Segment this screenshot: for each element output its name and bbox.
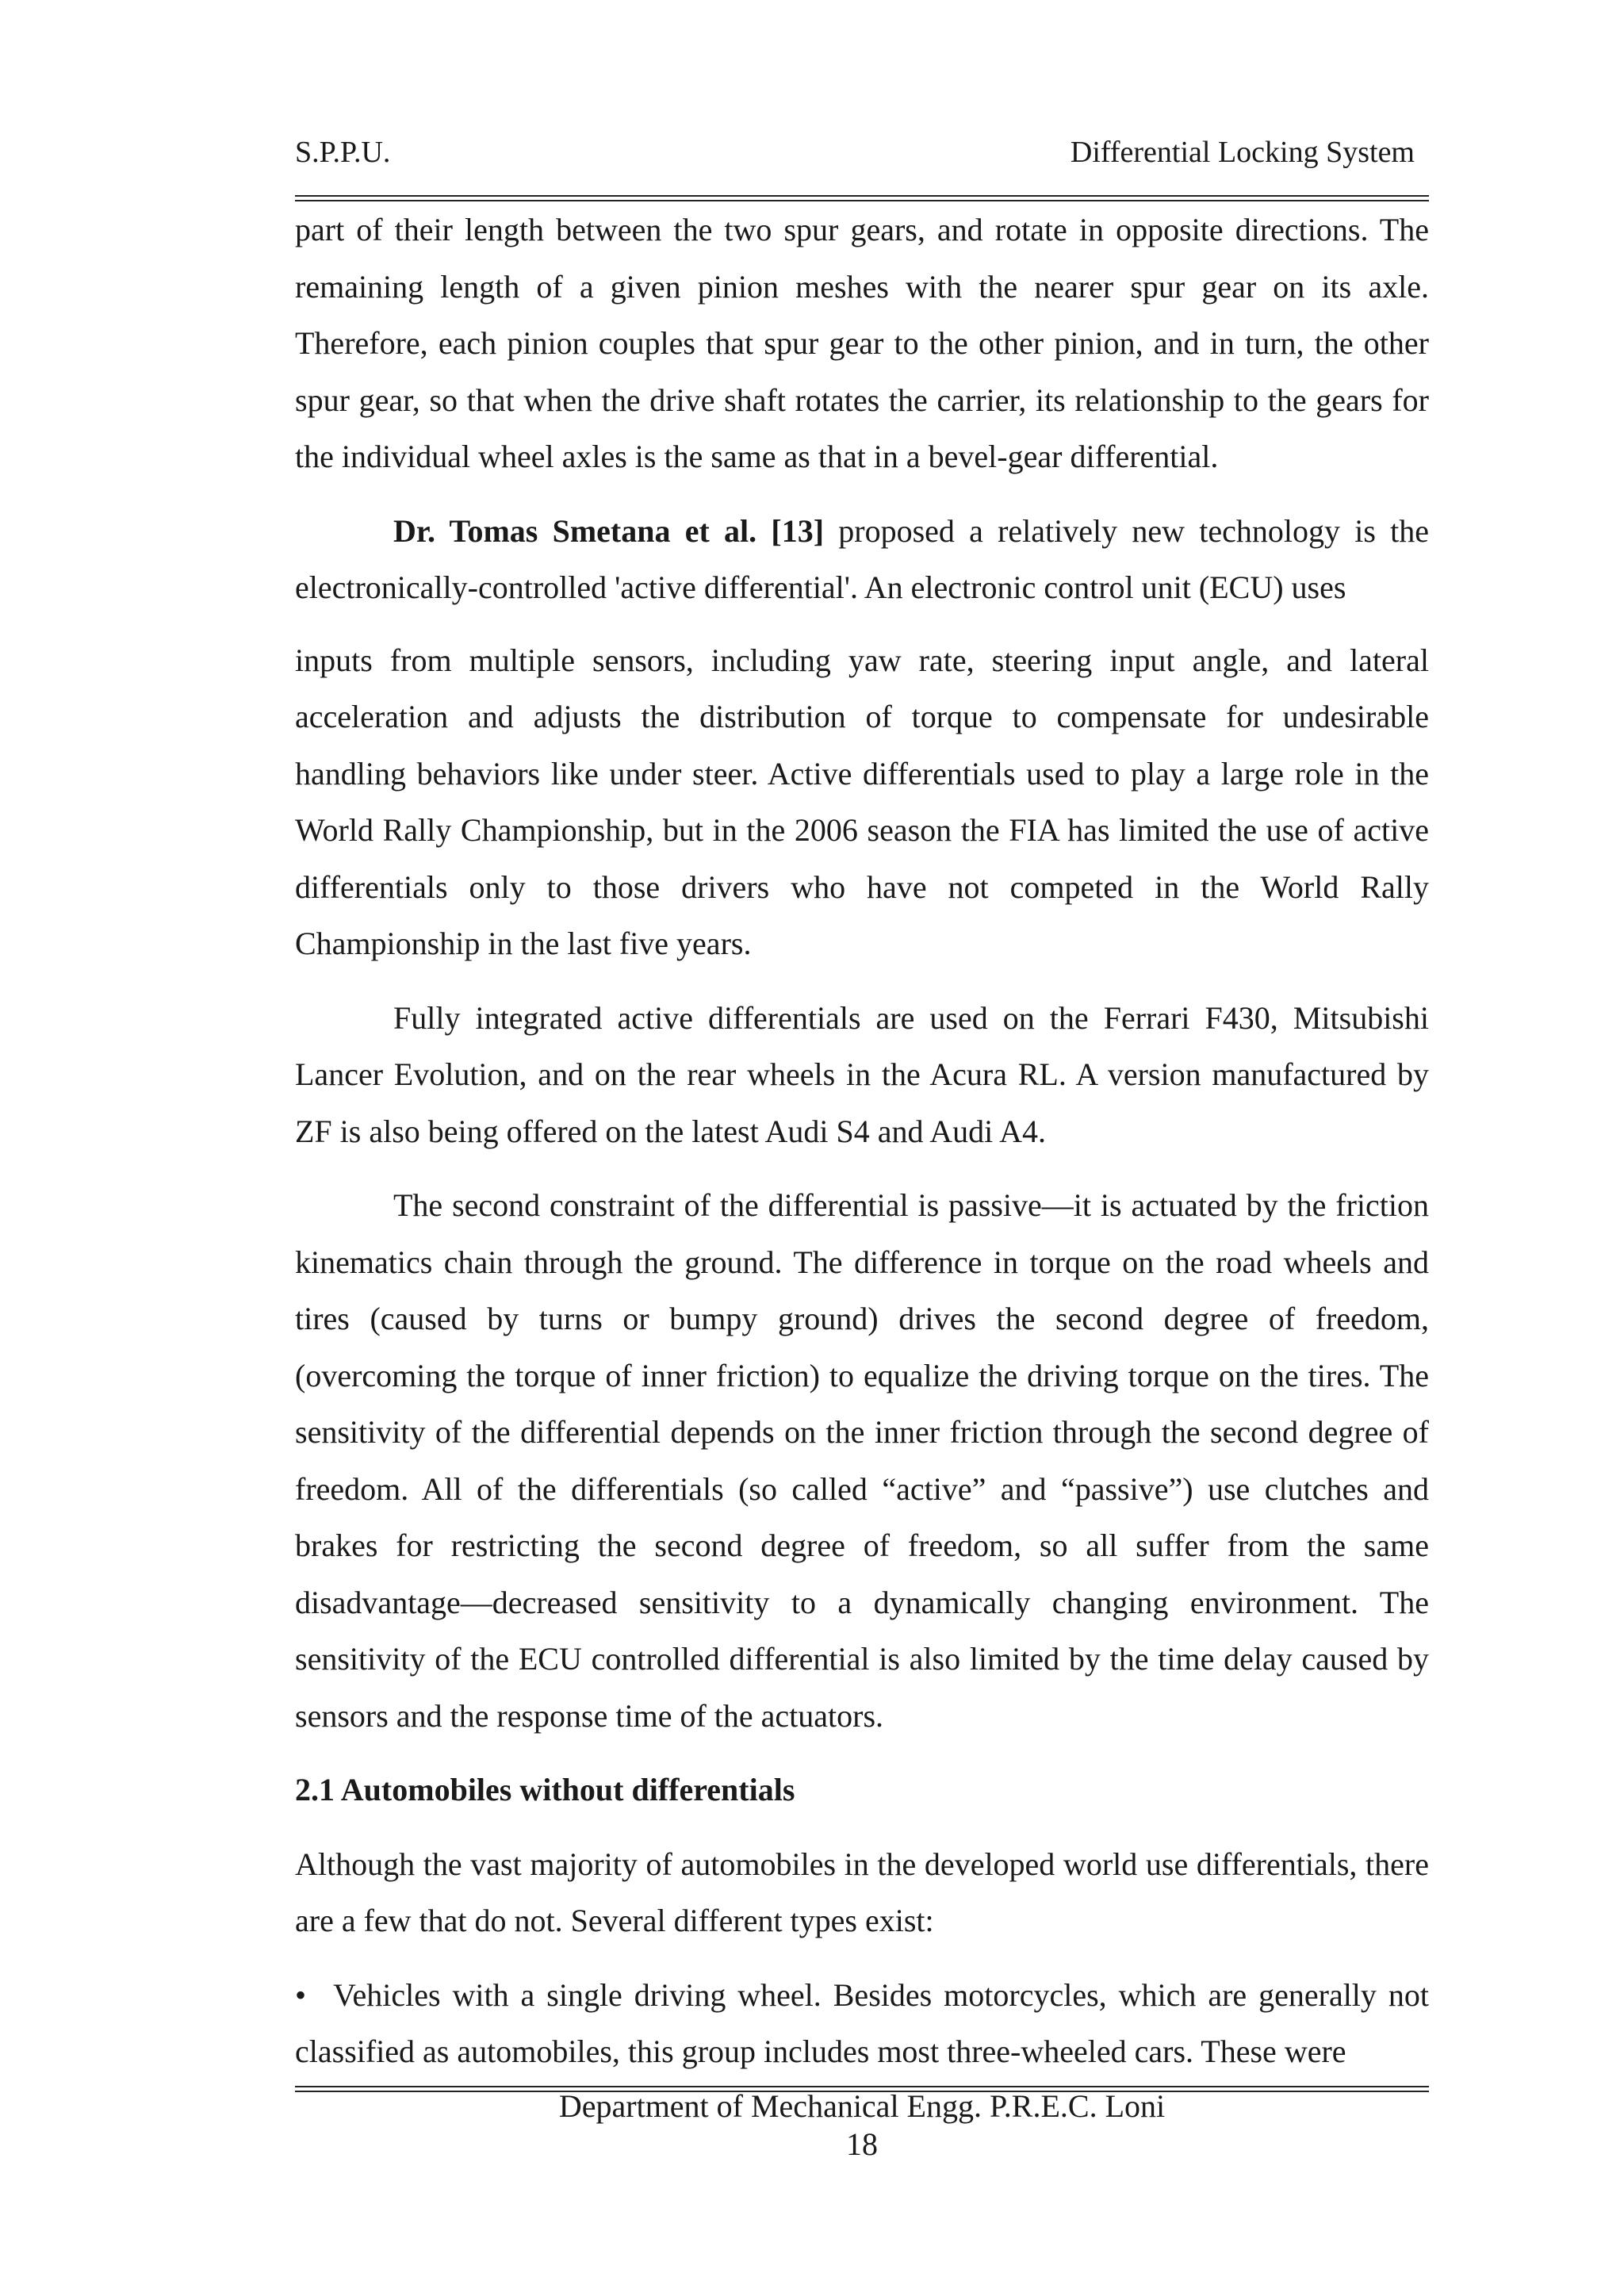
- paragraph-passive-constraint: The second constraint of the differential is passive—it is actuated by the friction kinematics chain through the ground. The difference in torque on the road wheels and tires (caused by turns or bumpy ground) drives the second degree of freedom, (overcoming the torque of inner friction) to equalize the driving torque on the tires. The sensitivity of the differential depends on the inner friction through the second degree of freedom. All of the differentials (so called “active” and “passive”) use clutches and brakes for restricting the second degree of freedom, so all suffer from the same disadvantage—decreased sensitivity to a dynamically changing environment. The sensitivity of the ECU controlled differential is also limited by the time delay caused by sensors and the response time of the actuators.: [295, 1187, 1429, 1734]
- header-university: S.P.P.U.: [295, 136, 391, 169]
- citation-author: Dr. Tomas Smetana et al. [13]: [393, 512, 825, 549]
- paragraph-without-differentials: Although the vast majority of automobiles in the developed world use differentials, there are a few that do not. Several different types exist:: [295, 1846, 1429, 1938]
- bullet-text: Vehicles with a single driving wheel. Besides motorcycles, which are generally not classified as automobiles, this group includes most three-wheeled cars. These were: [295, 1976, 1429, 2069]
- bullet-dot-icon: •: [295, 1976, 307, 2013]
- footer-department: Department of Mechanical Engg. P.R.E.C. Loni: [558, 2088, 1166, 2124]
- section-heading: 2.1 Automobiles without differentials: [295, 1772, 795, 1807]
- page-header: [295, 135, 1429, 174]
- paragraph-active-differential: [295, 503, 1429, 616]
- paragraph-active-differential-text: proposed a relatively new technology is the electronically-controlled 'active differential'. An electronic control unit (ECU) uses: [295, 512, 1429, 605]
- header-double-rule: [295, 195, 1429, 201]
- paragraph-continuation: part of their length between the two spur gears, and rotate in opposite directions. The remaining length of a given pinion meshes with the nearer spur gear on its axle. Therefore, each pinion couples that spur gear to the other pinion, and in turn, the other spur gear, so that when the drive shaft rotates the carrier, its relationship to the gears for the individual wheel axles is the same as that in a bevel-gear differential.: [295, 212, 1429, 474]
- body-text: [295, 201, 1429, 2080]
- paragraph-integrated-differentials: Fully integrated active differentials are used on the Ferrari F430, Mitsubishi Lancer Evolution, and on the rear wheels in the Acura RL. A version manufactured by ZF is also being offered on the latest Audi S4 and Audi A4.: [295, 999, 1429, 1149]
- bullet-list: [295, 1967, 1429, 2080]
- header-title: Differential Locking System: [1070, 136, 1415, 169]
- paragraph-ecu-inputs: inputs from multiple sensors, including yaw rate, steering input angle, and lateral acceleration and adjusts the distribution of torque to compensate for undesirable handling behaviors like under steer. Active differentials used to play a large role in the World Rally Championship, but in the 2006 season the FIA has limited the use of active differentials only to those drivers who have not competed in the World Rally Championship in the last five years.: [295, 642, 1429, 961]
- list-item: [295, 1967, 1429, 2080]
- page-number: 18: [846, 2126, 878, 2162]
